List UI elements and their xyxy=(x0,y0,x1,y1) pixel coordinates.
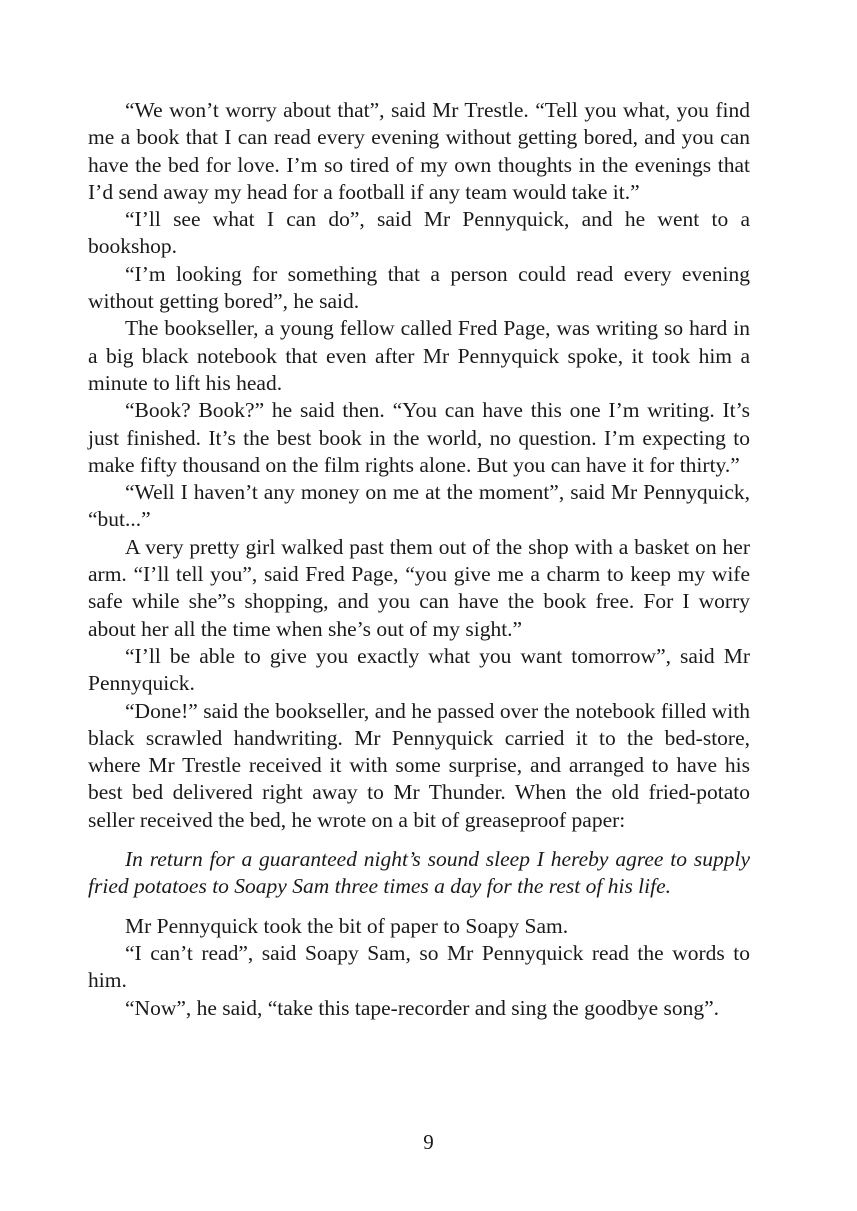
paragraph: “Done!” said the bookseller, and he passed over the notebook filled with black scrawled handwriting. Mr Pennyquick carried it to the bed-store, where Mr Trestle received it with some surprise, and arranged to have his best bed delivered right away to Mr Thunder. When the old fried-potato seller received the bed, he wrote on a bit of greaseproof paper: xyxy=(88,698,750,832)
italic-letter-paragraph: In return for a guaranteed night’s sound sleep I hereby agree to supply fried potatoes to Soapy Sam three times a day for the rest of his life. xyxy=(88,847,750,899)
paragraph: “I can’t read”, said Soapy Sam, so Mr Pennyquick read the words to him. xyxy=(88,940,750,993)
paragraph: “Well I haven’t any money on me at the moment”, said Mr Pennyquick, “but...” xyxy=(88,480,750,532)
paragraph: “Book? Book?” he said then. “You can have this one I’m writing. It’s just finished. It’s the best book in the world, no question. I’m expecting to make fifty thousand on the film rights alone. But you can have it for thirty.” xyxy=(88,398,750,477)
page-number: 9 xyxy=(423,1130,434,1154)
paragraph: “Now”, he said, “take this tape-recorder and sing the goodbye song”. xyxy=(125,995,720,1020)
page-body xyxy=(88,97,750,1022)
paragraph: “We won’t worry about that”, said Mr Trestle. “Tell you what, you find me a book that I can read every evening without getting bored, and you can have the bed for love. I’m so tired of my own thoughts in the evenings that I’d send away my head for a football if any team would take it.” xyxy=(88,98,750,204)
paragraph: “I’ll see what I can do”, said Mr Pennyquick, and he went to a bookshop. xyxy=(88,207,750,259)
paragraph: “I’ll be able to give you exactly what you want tomorrow”, said Mr Pennyquick. xyxy=(88,643,750,696)
paragraph: Mr Pennyquick took the bit of paper to Soapy Sam. xyxy=(125,913,569,938)
paragraph: The bookseller, a young fellow called Fred Page, was writing so hard in a big black notebook that even after Mr Pennyquick spoke, it took him a minute to lift his head. xyxy=(88,316,750,395)
paragraph: A very pretty girl walked past them out of the shop with a basket on her arm. “I’ll tell you”, said Fred Page, “you give me a charm to keep my wife safe while she”s shopping, and you can have the book free. For I worry about her all the time when she’s out of my sight.” xyxy=(88,534,750,641)
paragraph: “I’m looking for something that a person could read every evening without getting bored”, he said. xyxy=(88,261,750,314)
